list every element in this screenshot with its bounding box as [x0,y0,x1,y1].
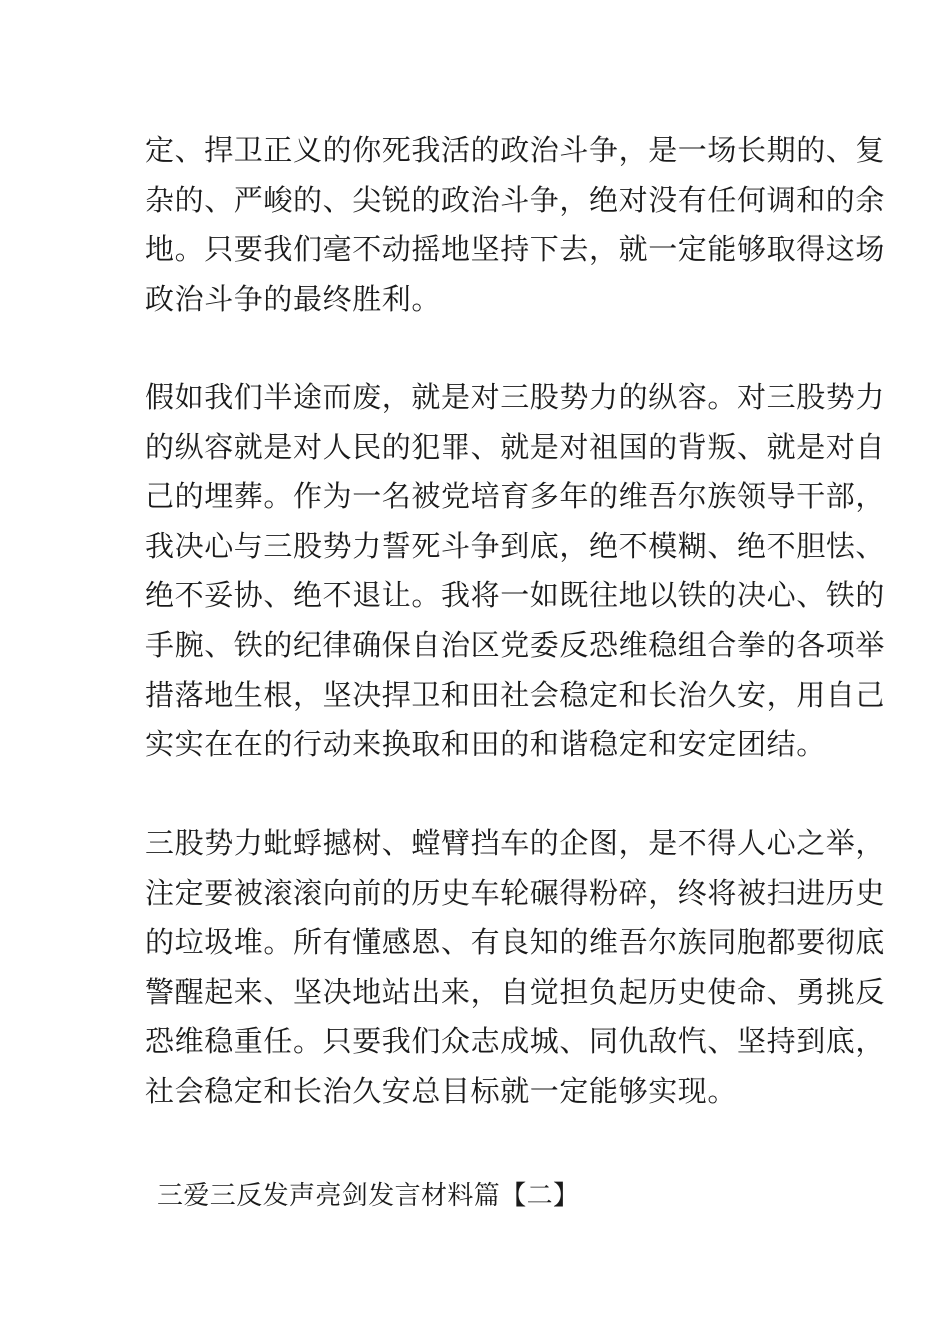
paragraph-2-line-6: 手腕、铁的纪律确保自治区党委反恐维稳组合拳的各项举 [145,627,886,662]
paragraph-2-line-5: 绝不妥协、绝不退让。我将一如既往地以铁的决心、铁的 [145,578,886,613]
paragraph-1-line-1: 定、捍卫正义的你死我活的政治斗争，是一场长期的、复 [145,133,886,167]
paragraph-2-line-3: 己的埋葬。作为一名被党培育多年的维吾尔族领导干部， [145,479,886,514]
paragraph-2-line-7: 措落地生根，坚决捍卫和田社会稳定和长治久安，用自己 [145,677,886,712]
paragraph-3-line-6: 社会稳定和长治久安总目标就一定能够实现。 [145,1073,738,1108]
paragraph-3-line-3: 的垃圾堆。所有懂感恩、有良知的维吾尔族同胞都要彻底 [145,925,886,960]
paragraph-2-line-2: 的纵容就是对人民的犯罪、就是对祖国的背叛、就是对自 [145,429,886,464]
paragraph-1 [145,126,886,324]
paragraph-1-line-2: 杂的、严峻的、尖锐的政治斗争，绝对没有任何调和的余 [145,182,886,217]
section-heading: 三爱三反发声亮剑发言材料篇【二】 [157,1181,580,1211]
paragraph-1-line-4: 政治斗争的最终胜利。 [145,281,442,316]
paragraph-2-line-4: 我决心与三股势力誓死斗争到底，绝不模糊、绝不胆怯、 [145,528,886,563]
paragraph-3-line-5: 恐维稳重任。只要我们众志成城、同仇敌忾、坚持到底， [145,1024,886,1059]
paragraph-3-line-4: 警醒起来、坚决地站出来，自觉担负起历史使命、勇挑反 [145,974,886,1009]
paragraph-3 [145,819,886,1117]
paragraph-2-line-1: 假如我们半途而废，就是对三股势力的纵容。对三股势力 [145,380,886,414]
paragraph-2 [145,373,886,770]
paragraph-3-line-1: 三股势力蚍蜉撼树、螳臂挡车的企图，是不得人心之举， [145,826,886,860]
paragraph-2-line-8: 实实在在的行动来换取和田的和谐稳定和安定团结。 [145,727,826,762]
paragraph-3-line-2: 注定要被滚滚向前的历史车轮碾得粉碎，终将被扫进历史 [145,875,886,910]
paragraph-1-line-3: 地。只要我们毫不动摇地坚持下去，就一定能够取得这场 [145,232,886,267]
